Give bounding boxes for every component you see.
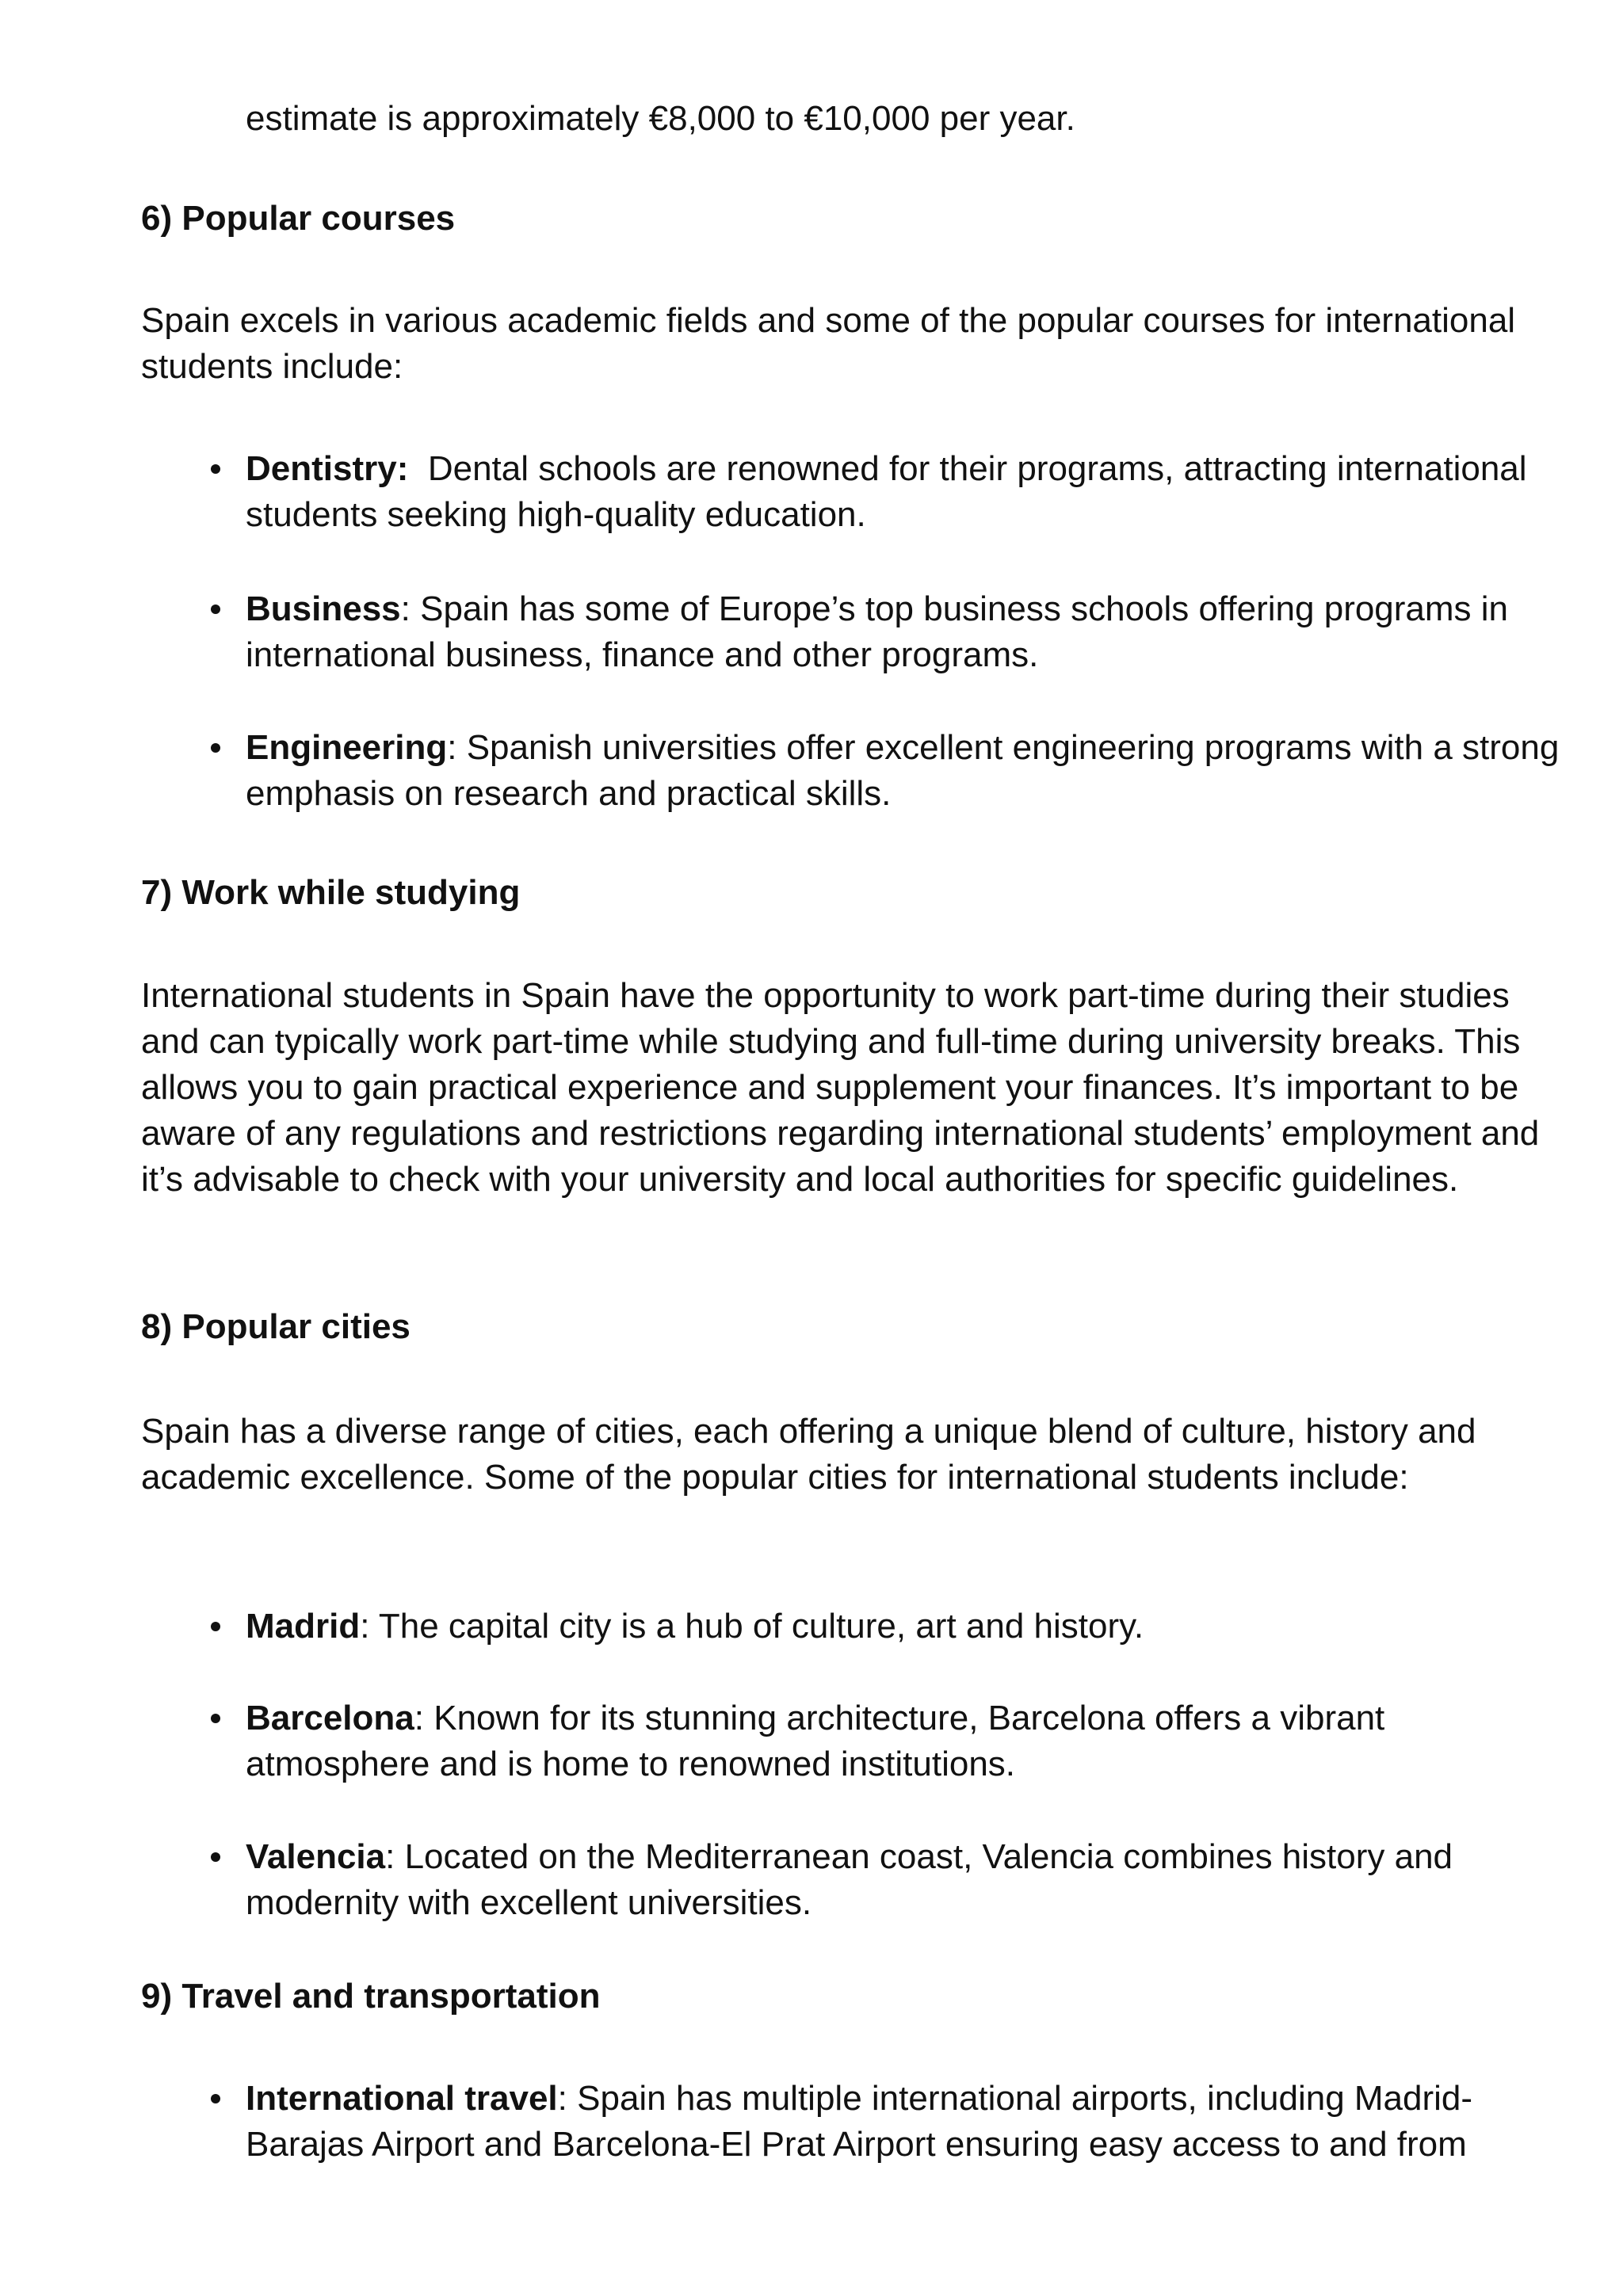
list-item-term: Dentistry: (246, 449, 409, 488)
section-heading-work-while-studying: 7) Work while studying (141, 873, 521, 912)
list-item-text: : Known for its stunning architecture, Barcelona offers a vibrant atmosphere and is home to renowned institutions. (246, 1699, 1385, 1783)
list-item-barcelona (246, 1695, 1569, 1787)
bullet-dot-icon (211, 1622, 220, 1631)
list-item-text: : Located on the Mediterranean coast, Valencia combines history and modernity with excellent universities. (246, 1837, 1453, 1922)
list-item-text: : Spain has some of Europe’s top business schools offering programs in international business, finance and other programs. (246, 589, 1509, 674)
bullet-dot-icon (211, 1852, 220, 1862)
list-item-business (246, 586, 1569, 678)
list-item-term: Business (246, 589, 401, 628)
work-while-studying-paragraph: International students in Spain have the opportunity to work part-time during their studies and can typically work part-time while studying and full-time during university breaks. This allows you to gain practical experience and supplement your finances. It’s important to be aware of any regulations and restrictions regarding international students’ employment and it’s advisable to check with your university and local authorities for specific guidelines. (141, 976, 1540, 1199)
section-heading-popular-courses: 6) Popular courses (141, 199, 456, 238)
bullet-dot-icon (211, 605, 220, 614)
bullet-dot-icon (211, 2094, 220, 2103)
list-item-text: : Spanish universities offer excellent engineering programs with a strong emphasis on research and practical skills. (246, 728, 1560, 813)
intro-line: estimate is approximately €8,000 to €10,000 per year. (246, 99, 1075, 138)
list-item-valencia (246, 1834, 1569, 1926)
popular-courses-intro: Spain excels in various academic fields and some of the popular courses for international students include: (141, 301, 1516, 386)
list-item-term: Madrid (246, 1607, 361, 1646)
list-item-text: : The capital city is a hub of culture, art and history. (360, 1607, 1144, 1646)
list-item-text: Dental schools are renowned for their programs, attracting international students seeking high-quality education. (246, 449, 1537, 534)
section-heading-popular-cities: 8) Popular cities (141, 1307, 411, 1346)
bullet-dot-icon (211, 743, 220, 753)
list-item-term: Valencia (246, 1837, 386, 1876)
bullet-dot-icon (211, 1714, 220, 1723)
list-item-text: : Spain has multiple international airports, including Madrid-Barajas Airport and Barcelona-El Prat Airport ensuring easy access to and from (246, 2079, 1473, 2164)
section-heading-travel-and-transportation: 9) Travel and transportation (141, 1977, 601, 2016)
list-item-dentistry (246, 446, 1569, 538)
list-item-madrid (246, 1604, 1569, 1650)
list-item-term: Barcelona (246, 1699, 414, 1737)
list-item-term: International travel (246, 2079, 558, 2118)
list-item-term: Engineering (246, 728, 448, 767)
list-item-engineering (246, 725, 1569, 817)
popular-cities-intro: Spain has a diverse range of cities, each offering a unique blend of culture, history and academic excellence. Some of the popular cities for international students include: (141, 1412, 1476, 1497)
bullet-dot-icon (211, 464, 220, 474)
list-item-international-travel (246, 2076, 1569, 2168)
